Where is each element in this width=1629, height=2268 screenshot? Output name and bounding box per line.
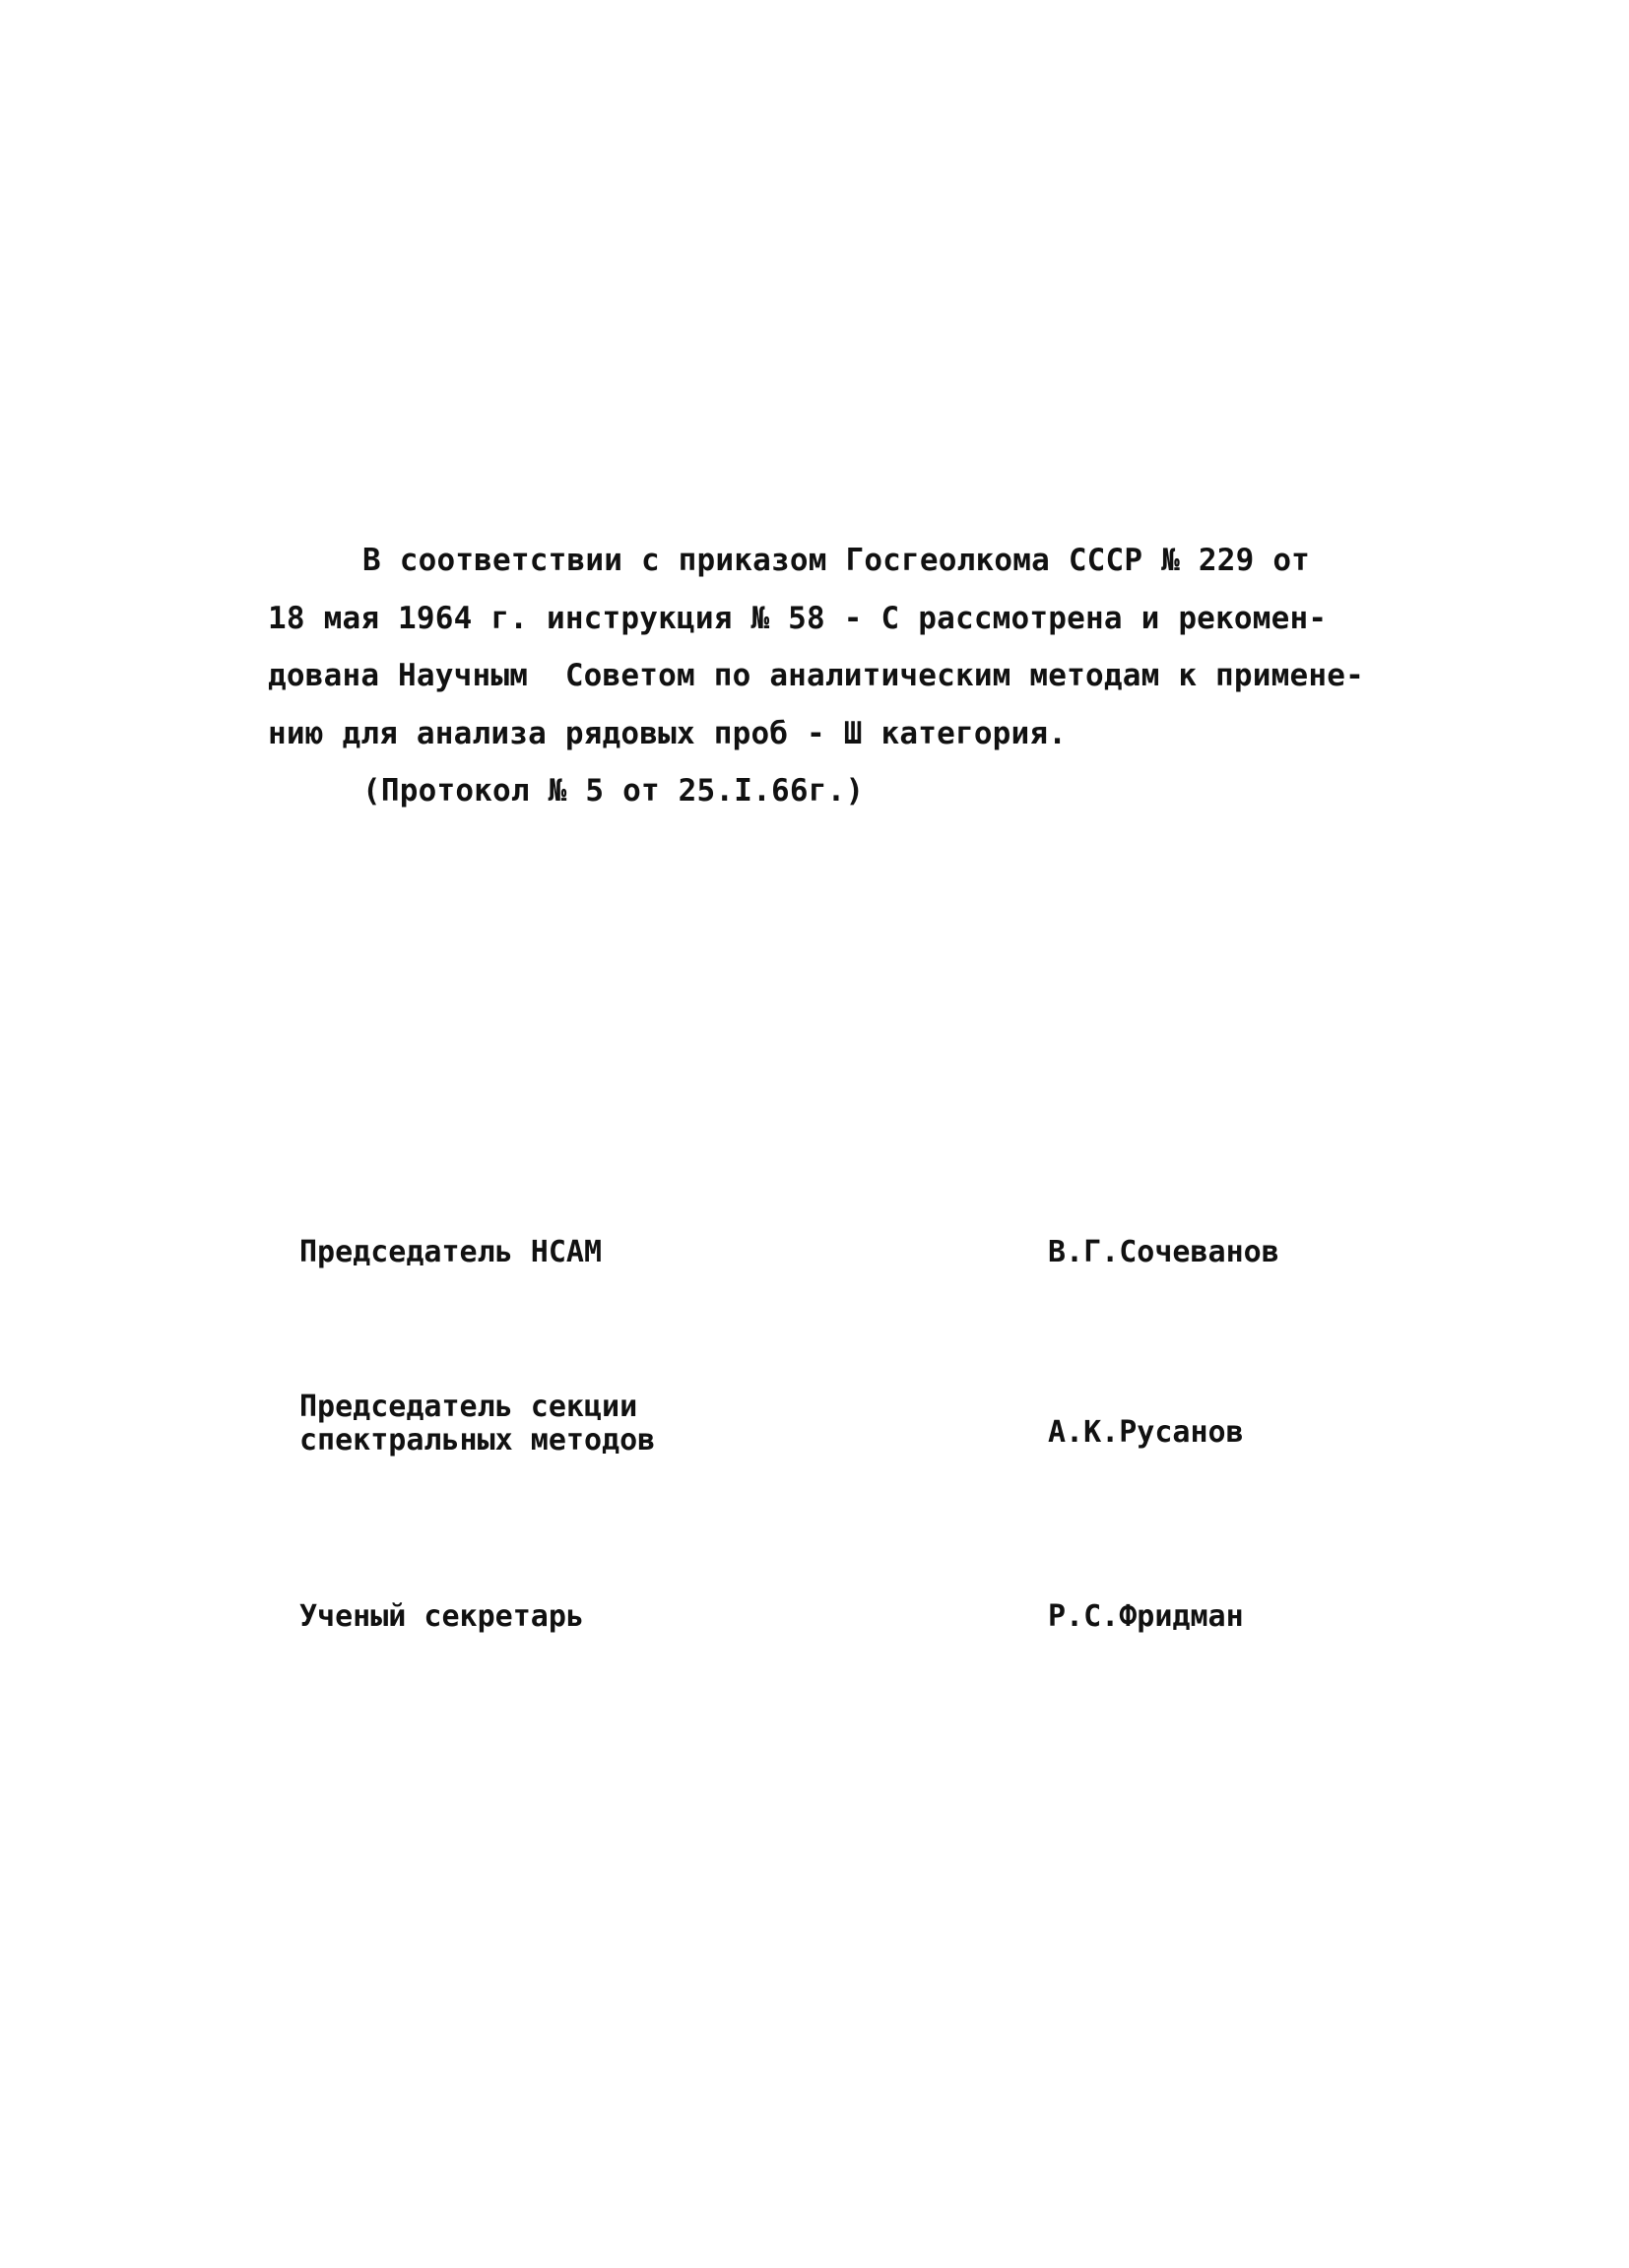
- signature-name: Р.С.Фридман: [1048, 1599, 1244, 1634]
- signature-title-line: Председатель секции: [299, 1390, 638, 1424]
- signature-title: [299, 1600, 890, 1634]
- signature-title-line: спектральных методов: [299, 1423, 656, 1458]
- approval-paragraph: [268, 532, 1391, 820]
- signature-title: [299, 1391, 890, 1458]
- paragraph-line: дована Научным Советом по аналитическим методам к примене-: [268, 658, 1364, 693]
- signature-name: В.Г.Сочеванов: [1048, 1235, 1279, 1269]
- paragraph-line: нию для анализа рядовых проб - Ш категория.: [268, 715, 1068, 751]
- paragraph-line: В соответствии с приказом Госгеолкома СССР № 229 от: [362, 543, 1311, 578]
- signature-title-line: Ученый секретарь: [299, 1599, 584, 1634]
- paragraph-line: 18 мая 1964 г. инструкция № 58 - С рассмотрена и рекомен-: [268, 600, 1328, 636]
- protocol-reference: (Протокол № 5 от 25.I.66г.): [362, 773, 865, 809]
- signature-name: А.К.Русанов: [1048, 1415, 1244, 1450]
- signature-title-line: Председатель НСАМ: [299, 1235, 603, 1269]
- signature-title: [299, 1236, 890, 1269]
